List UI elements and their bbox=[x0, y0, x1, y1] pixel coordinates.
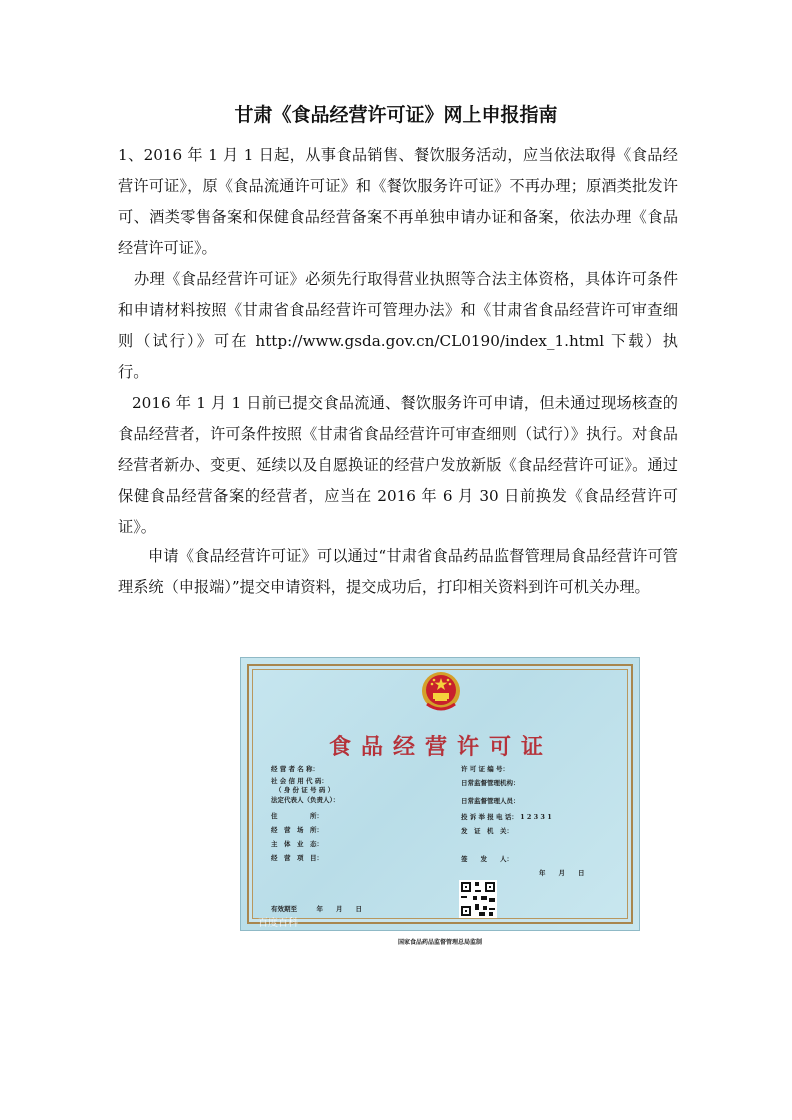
cert-field-issuing-authority: 发 证 机 关： bbox=[461, 827, 513, 835]
cert-field-issuer: 签 发 人： bbox=[461, 855, 513, 863]
cert-field-residence: 住 所： bbox=[271, 812, 323, 820]
cert-field-id-number: （ 身 份 证 号 码 ） bbox=[275, 786, 335, 794]
cert-field-supervision-agency: 日常监督管理机构： bbox=[461, 779, 520, 787]
image-watermark: 百度百科 bbox=[258, 918, 298, 929]
document-title: 甘肃《食品经营许可证》网上申报指南 bbox=[234, 104, 558, 126]
cert-field-business-form: 主 体 业 态： bbox=[271, 840, 323, 848]
cert-field-legal-representative: 法定代表人（负责人）： bbox=[271, 796, 340, 804]
paragraph-3: 2016 年 1 月 1 日前已提交食品流通、餐饮服务许可申请，但未通过现场核查的食品经营者，许可条件按照《甘肃省食品经营许可审查细则（试行）》执行。对食品经营者新办、变更、延续以及自愿换证的经营户发放新版《食品经营许可证》。通过保健食品经营备案的经营者，应当在 2016 年 6 月 30 日前换发《食品经营许可证》。 bbox=[118, 394, 678, 536]
certificate-caption: 国家食品药品监督管理总局监制 bbox=[397, 939, 482, 946]
cert-field-operator-name: 经 营 者 名 称： bbox=[271, 765, 320, 773]
paragraph-4: 申请《食品经营许可证》可以通过“甘肃省食品药品监督管理局食品经营许可管理系统（申报端）”提交申请资料，提交成功后，打印相关资料到许可机关办理。 bbox=[118, 547, 678, 596]
cert-field-credit-code: 社 会 信 用 代 码： bbox=[271, 777, 328, 785]
qr-code-icon bbox=[459, 880, 497, 918]
cert-field-business-premises: 经 营 场 所： bbox=[271, 826, 323, 834]
certificate-body bbox=[240, 657, 640, 931]
cert-field-business-items: 经 营 项 目： bbox=[271, 854, 323, 862]
food-license-certificate-image bbox=[240, 657, 640, 953]
cert-field-license-number: 许 可 证 编 号： bbox=[461, 765, 510, 773]
paragraph-2: 办理《食品经营许可证》必须先行取得营业执照等合法主体资格，具体许可条件和申请材料按照《甘肃省食品经营许可管理办法》和《甘肃省食品经营许可审查细则（试行）》可在 http://www.gsda.gov.cn/CL0190/index_1.html 下载）执行。 bbox=[118, 270, 678, 381]
cert-field-complaint-phone: 投 诉 举 报 电 话： 1 2 3 3 1 bbox=[461, 813, 552, 821]
paragraph-1: 1、2016 年 1 月 1 日起，从事食品销售、餐饮服务活动，应当依法取得《食品经营许可证》，原《食品流通许可证》和《餐饮服务许可证》不再办理；原酒类批发许可、酒类零售备案和保健食品经营备案不再单独申请办证和备案，依法办理《食品经营许可证》。 bbox=[118, 146, 678, 257]
national-emblem-icon bbox=[419, 670, 463, 712]
cert-field-issue-date: 年 月 日 bbox=[539, 869, 585, 877]
cert-field-supervision-staff: 日常监督管理人员： bbox=[461, 797, 520, 805]
cert-field-validity: 有效期至 年 月 日 bbox=[271, 905, 362, 913]
certificate-title: 食品经营许可证 bbox=[328, 734, 553, 760]
